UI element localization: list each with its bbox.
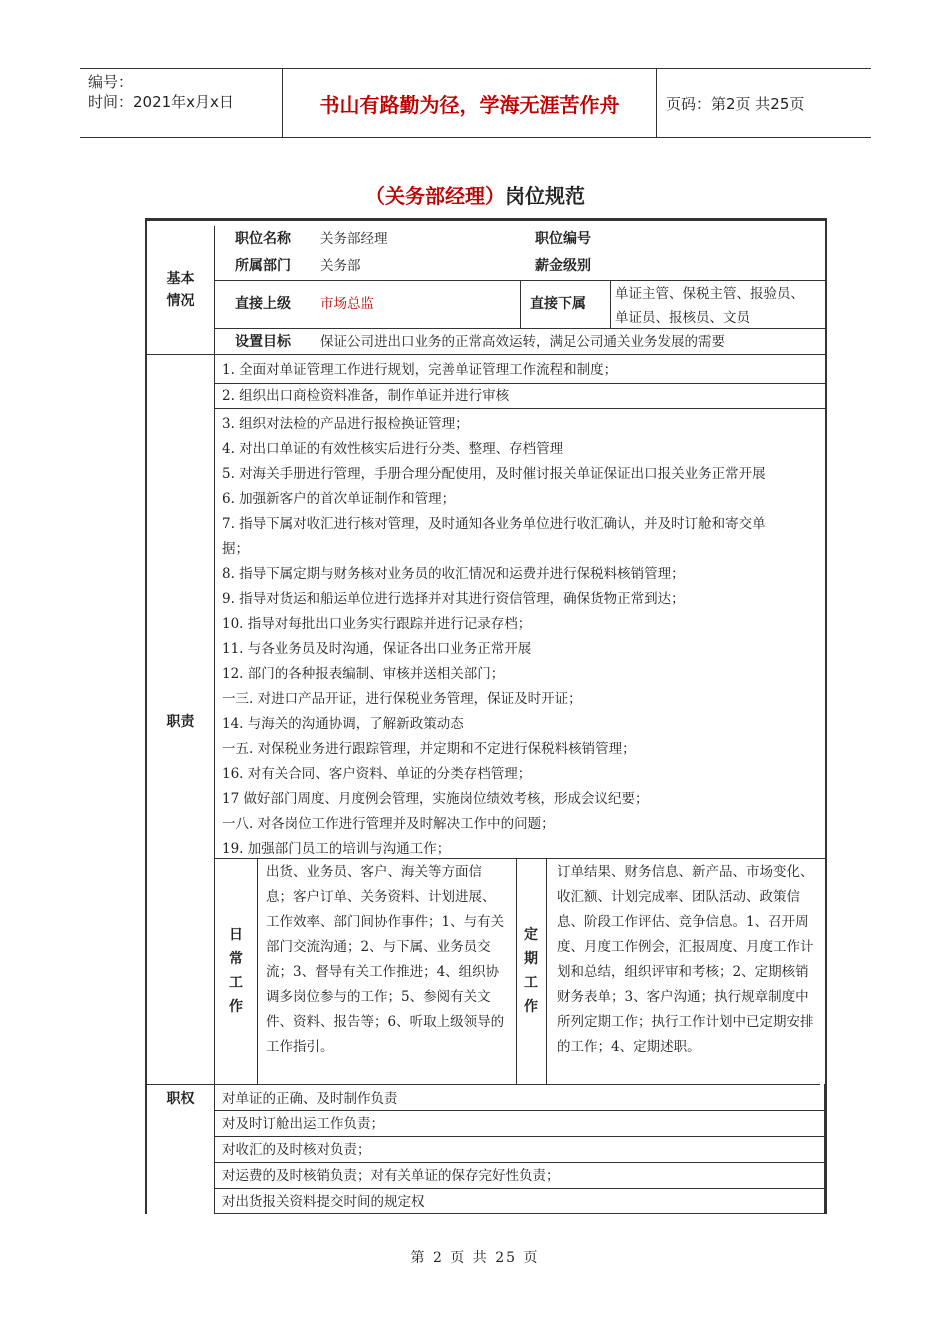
regular-label-char: 工 [524,975,538,991]
duty-item: 14. 与海关的沟通协调，了解新政策动态 [222,716,464,732]
divider [214,408,825,409]
basic-label-line2: 情况 [166,293,195,309]
duty-item: 4. 对出口单证的有效性核实后进行分类、整理、存档管理 [222,441,564,457]
duties-section-label: 职责 [166,714,195,730]
duty-item: 8. 指导下属定期与财务核对业务员的收汇情况和运费并进行保税料核销管理； [222,566,685,582]
motto: 书山有路勤为径，学海无涯苦作舟 [282,69,657,137]
divider [257,858,258,1084]
dept-label: 所属部门 [235,258,291,274]
subordinate-line1: 单证主管、保税主管、报验员、 [615,286,804,302]
duty-item: 1. 全面对单证管理工作进行规划，完善单证管理工作流程和制度； [222,362,618,378]
duty-item: 一八. 对各岗位工作进行管理并及时解决工作中的问题； [222,816,555,832]
regular-label-char: 定 [524,927,538,943]
position-name-value: 关务部经理 [320,231,388,247]
duty-item: 7. 指导下属对收汇进行核对管理，及时通知各业务单位进行收汇确认，并及时订舱和寄交单 [222,516,766,532]
subordinate-line2: 单证员、报核员、文员 [615,310,750,326]
regular-label-char: 期 [524,951,538,967]
salary-label: 薪金级别 [535,258,591,274]
divider [824,1084,825,1214]
duty-item: 19. 加强部门员工的培训与沟通工作； [222,841,451,857]
superior-label: 直接上级 [235,296,291,312]
duty-item: 2. 组织出口商检资料准备，制作单证并进行审核 [222,388,510,404]
header-meta [80,69,282,137]
daily-label-char: 日 [229,927,243,943]
divider [147,354,825,355]
duty-item: 12. 部门的各种报表编制、审核并送相关部门； [222,666,505,682]
daily-work-label [226,923,246,1019]
divider [214,1110,825,1111]
position-code-label: 职位编号 [535,231,591,247]
authority-section-label: 职权 [166,1091,195,1107]
dept-value: 关务部 [320,258,361,274]
divider [546,858,547,1084]
divider [610,280,611,328]
divider [516,858,517,1084]
title-rest: 岗位规范 [505,184,585,208]
duty-item: 一五. 对保税业务进行跟踪管理，并定期和不定进行保税料核销管理； [222,741,636,757]
duty-item: 据； [222,541,249,557]
authority-item: 对及时订舱出运工作负责； [222,1116,384,1132]
duty-item: 17 做好部门周度、月度例会管理，实施岗位绩效考核，形成会议纪要； [222,791,649,807]
daily-label-char: 工 [229,975,243,991]
duty-item: 10. 指导对每批出口业务实行跟踪并进行记录存档； [222,616,532,632]
number-label: 编号： [88,73,134,91]
title-red-part: （关务部经理） [365,184,505,208]
duty-item: 3. 组织对法检的产品进行报检换证管理； [222,416,469,432]
divider [214,1213,825,1214]
superior-value: 市场总监 [320,296,374,312]
subordinate-label: 直接下属 [530,296,586,312]
document-title [0,180,950,209]
page-header [80,68,871,138]
authority-item: 对运费的及时核销负责；对有关单证的保存完好性负责； [222,1168,560,1184]
basic-label-line1: 基本 [166,271,195,287]
regular-work-label [521,923,541,1019]
duty-item: 9. 指导对货运和船运单位进行选择并对其进行资信管理，确保货物正常到达； [222,591,685,607]
authority-item: 对收汇的及时核对负责； [222,1142,371,1158]
page-footer: 第 2 页 共 25 页 [410,1250,540,1266]
daily-label-char: 常 [229,951,243,967]
duty-item: 一三. 对进口产品开证，进行保税业务管理，保证及时开证； [222,691,582,707]
daily-work-text: 出货、业务员、客户、海关等方面信息；客户订单、关务资料、计划进展、工作效率、部门间协作事件；1、与有关部门交流沟通；2、与下属、业务员交流；3、督导有关工作推进；4、组织协调多岗位参与的工作；5、参阅有关文件、资料、报告等；6、听取上级领导的工作指引。 [266,864,505,1055]
regular-work-text: 订单结果、财务信息、新产品、市场变化、收汇额、计划完成率、团队活动、政策信息、阶段工作评估、竞争信息。1、召开周度、月度工作例会，汇报周度、月度工作计划和总结，组织评审和考核；2、定期核销财务表单；3、客户沟通；执行规章制度中所列定期工作；执行工作计划中已定期安排的工作；4、定期述职。 [557,864,814,1055]
divider [214,1136,825,1137]
goal-label: 设置目标 [235,334,291,350]
authority-item: 对出货报关资料提交时间的规定权 [222,1194,425,1210]
duty-item: 6. 加强新客户的首次单证制作和管理； [222,491,456,507]
page-info: 页码：第2页 共25页 [666,94,805,113]
goal-value: 保证公司进出口业务的正常高效运转，满足公司通关业务发展的需要 [320,334,725,350]
divider [214,1188,825,1189]
subordinate-value [615,282,804,330]
duty-item: 5. 对海关手册进行管理，手册合理分配使用，及时催讨报关单证保证出口报关业务正常开展 [222,466,766,482]
label-column-divider [214,226,215,1214]
divider [520,280,521,328]
divider [147,1084,820,1085]
divider [214,1162,825,1163]
regular-label-char: 作 [524,999,538,1015]
duty-item: 11. 与各业务员及时沟通，保证各出口业务正常开展 [222,641,532,657]
daily-label-char: 作 [229,999,243,1015]
authority-item: 对单证的正确、及时制作负责 [222,1091,398,1107]
time-label: 时间：2021年x月x日 [88,93,234,111]
divider [214,383,825,384]
duty-item: 16. 对有关合同、客户资料、单证的分类存档管理； [222,766,532,782]
position-name-label: 职位名称 [235,231,291,247]
basic-section-label [147,268,214,312]
